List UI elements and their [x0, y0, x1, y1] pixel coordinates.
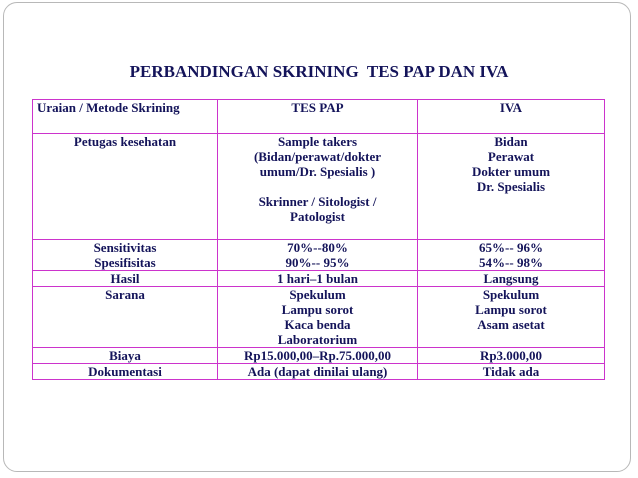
- sensitivitas-pap: [218, 240, 418, 271]
- cell-line: Patologist: [290, 209, 345, 224]
- cell-line: 65%-- 96%: [479, 240, 543, 255]
- biaya-iva: Rp3.000,00: [418, 348, 605, 364]
- hasil-iva: Langsung: [418, 271, 605, 287]
- cell-line: Bidan: [494, 134, 528, 149]
- dokumentasi-iva: Tidak ada: [418, 364, 605, 380]
- biaya-pap: Rp15.000,00–Rp.75.000,00: [218, 348, 418, 364]
- sarana-pap: [218, 287, 418, 348]
- table-row-dokumentasi: [33, 364, 605, 380]
- sensitivitas-label: [33, 240, 218, 271]
- cell-line: Spekulum: [482, 287, 540, 302]
- table-row-sensitivitas: [33, 240, 605, 271]
- cell-line: 90%-- 95%: [285, 255, 350, 270]
- sensitivitas-iva: [418, 240, 605, 271]
- cell-line: umum/Dr. Spesialis ): [259, 164, 376, 179]
- cell-line: Spesifisitas: [94, 255, 156, 270]
- cell-line: Kaca benda: [284, 317, 351, 332]
- dokumentasi-pap: Ada (dapat dinilai ulang): [218, 364, 418, 380]
- table-row-hasil: [33, 271, 605, 287]
- header-iva: IVA: [418, 100, 605, 134]
- cell-line: Spekulum: [289, 287, 346, 302]
- table-row-biaya: [33, 348, 605, 364]
- header-tes-pap: TES PAP: [218, 100, 418, 134]
- cell-line: Sample takers: [277, 134, 358, 149]
- cell-line: 54%-- 98%: [479, 255, 543, 270]
- petugas-pap: [218, 134, 418, 240]
- cell-line: Dokter umum: [471, 164, 551, 179]
- table-header-row: [33, 100, 605, 134]
- header-method: Uraian / Metode Skrining: [33, 100, 218, 134]
- cell-line: Lampu sorot: [281, 302, 354, 317]
- petugas-label: Petugas kesehatan: [33, 134, 218, 240]
- comparison-table: [32, 99, 605, 380]
- cell-line: Asam asetat: [477, 317, 545, 332]
- sarana-iva: [418, 287, 605, 348]
- cell-line: Dr. Spesialis: [476, 179, 546, 194]
- hasil-label: Hasil: [33, 271, 218, 287]
- sarana-label: Sarana: [33, 287, 218, 348]
- cell-line: Sensitivitas: [93, 240, 157, 255]
- cell-line: 70%--80%: [287, 240, 348, 255]
- slide-title: PERBANDINGAN SKRINING TES PAP DAN IVA: [129, 62, 509, 81]
- table-row-sarana: [33, 287, 605, 348]
- cell-line: Perawat: [487, 149, 535, 164]
- dokumentasi-label: Dokumentasi: [33, 364, 218, 380]
- cell-line: Laboratorium: [277, 332, 358, 347]
- cell-line: Skrinner / Sitologist /: [258, 194, 377, 209]
- petugas-iva: [418, 134, 605, 240]
- cell-line: (Bidan/perawat/dokter: [253, 149, 382, 164]
- biaya-label: Biaya: [33, 348, 218, 364]
- hasil-pap: 1 hari–1 bulan: [218, 271, 418, 287]
- cell-line: Lampu sorot: [475, 302, 547, 317]
- table-row-petugas: [33, 134, 605, 240]
